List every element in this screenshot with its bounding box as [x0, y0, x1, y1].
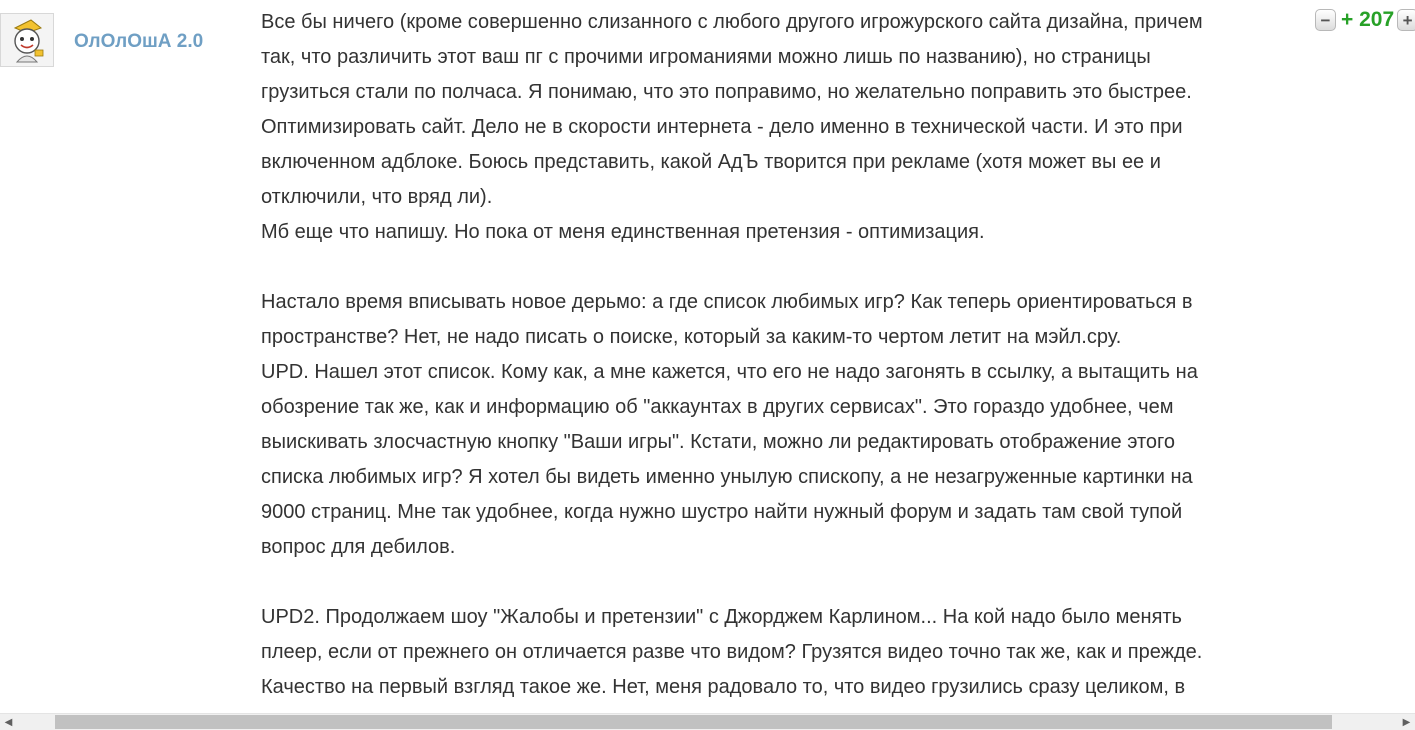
comment-line: пространстве? Нет, не надо писать о поиске, который за каким-то чертом летит на мэйл.сру.	[261, 326, 1122, 348]
comment-line: плеер, если от прежнего он отличается разве что видом? Грузятся видео точно так же, как и прежде.	[261, 641, 1203, 663]
comment-body	[261, 5, 1309, 705]
vote-down-button[interactable]: −	[1315, 9, 1336, 31]
comment-line: Оптимизировать сайт. Дело не в скорости интернета - дело именно в технической части. И это при	[261, 116, 1183, 138]
paragraph-gap	[261, 250, 1309, 285]
comment-line: Мб еще что напишу. Но пока от меня единственная претензия - оптимизация.	[261, 221, 985, 243]
comment-line: обозрение так же, как и информацию об "аккаунтах в других сервисах". Это гораздо удобнее, чем	[261, 396, 1174, 418]
comment-line: списка любимых игр? Я хотел бы видеть именно унылую спископу, а не незагруженные картинки на	[261, 466, 1193, 488]
comment-line: отключили, что вряд ли).	[261, 186, 493, 208]
comment-line: выискивать злосчастную кнопку "Ваши игры". Кстати, можно ли редактировать отображение этого	[261, 431, 1176, 453]
chevron-left-icon[interactable]: ◀	[4, 716, 13, 728]
comment-line: грузиться стали по полчаса. Я понимаю, что это поправимо, но желательно поправить это быстрее.	[261, 81, 1192, 103]
paragraph-gap	[261, 565, 1309, 600]
avatar[interactable]	[0, 13, 54, 67]
rating-score: + 207	[1341, 8, 1395, 31]
rating-widget	[1315, 7, 1415, 33]
avatar-image	[1, 14, 53, 66]
comment-line: 9000 страниц. Мне так удобнее, когда нужно шустро найти нужный форум и задать там свой тупой	[261, 501, 1183, 523]
comment-line: включенном адблоке. Боюсь представить, какой АдЪ творится при рекламе (хотя может вы ее и	[261, 151, 1161, 173]
comment-line: вопрос для дебилов.	[261, 536, 456, 558]
vote-up-button[interactable]: +	[1397, 9, 1415, 31]
comment-line: UPD. Нашел этот список. Кому как, а мне кажется, что его не надо загонять в ссылку, а вытащить на	[261, 361, 1198, 383]
comment-line: Качество на первый взгляд такое же. Нет, меня радовало то, что видео грузились сразу целиком, в	[261, 676, 1186, 698]
scrollbar-thumb[interactable]	[55, 715, 1332, 729]
comment-line: UPD2. Продолжаем шоу "Жалобы и претензии" с Джорджем Карлином... На кой надо было менять	[261, 606, 1182, 628]
chevron-right-icon[interactable]: ▶	[1402, 716, 1411, 728]
horizontal-scrollbar[interactable]	[0, 713, 1415, 730]
comment-line: Все бы ничего (кроме совершенно слизанного с любого другого игрожурского сайта дизайна, причем	[261, 11, 1203, 33]
author-link[interactable]: ОлОлОшА 2.0	[74, 31, 204, 52]
comment-line: Настало время вписывать новое дерьмо: а где список любимых игр? Как теперь ориентироваться в	[261, 291, 1193, 313]
comment-line: так, что различить этот ваш пг с прочими игроманиями можно лишь по названию), но страницы	[261, 46, 1151, 68]
